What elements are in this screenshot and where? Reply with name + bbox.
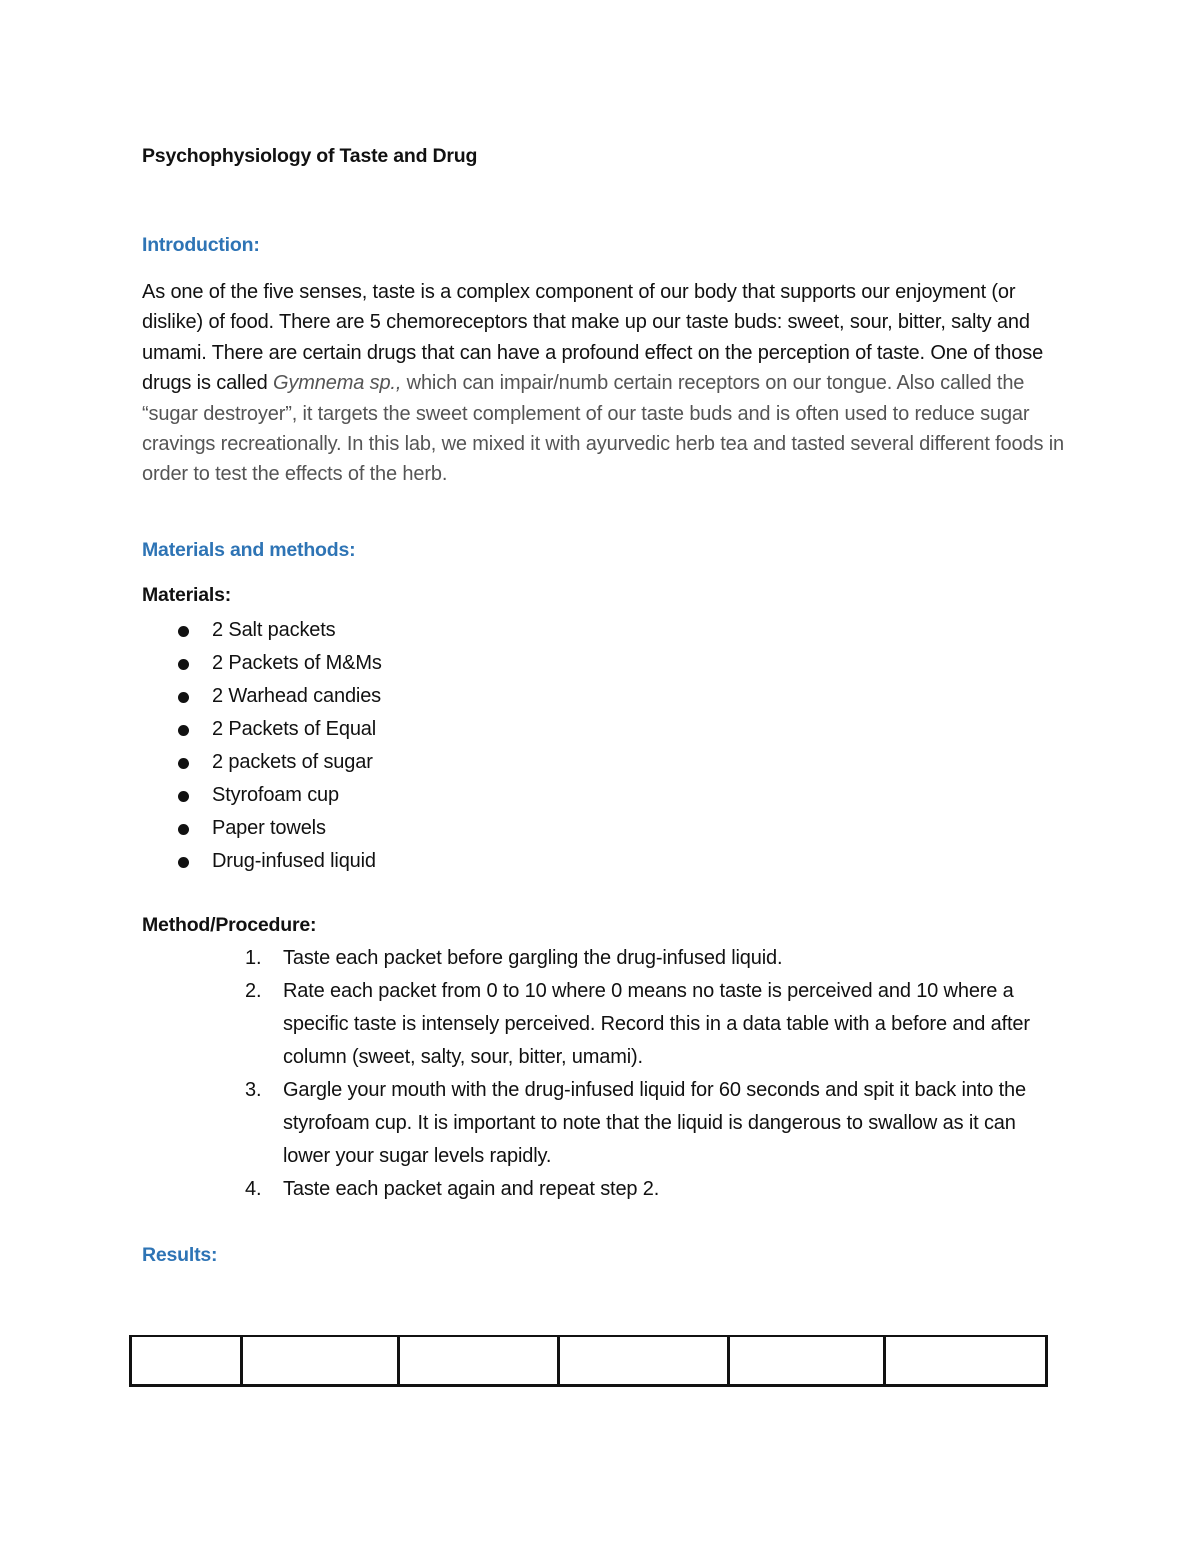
intro-text-part-1: As one of the five senses, taste is a complex component of our body that supports our enjoyment (or dislike) of food. There are 5 chemoreceptors that make up our taste buds: sweet, sour, bitter, salty and umami. There are certain drugs that can have a profound effect on the perception of taste. One of those drugs is called — [142, 281, 1044, 395]
list-item — [178, 647, 382, 680]
material-label: 2 Packets of M&Ms — [212, 652, 382, 674]
bullet-icon — [178, 791, 189, 802]
list-item — [245, 975, 1065, 1074]
step-text: Taste each packet before gargling the drug-infused liquid. — [283, 947, 783, 969]
step-text: Taste each packet again and repeat step 2. — [283, 1178, 660, 1200]
list-item — [178, 680, 382, 713]
list-item — [245, 1173, 1065, 1206]
introduction-paragraph — [142, 277, 1067, 490]
step-text: Rate each packet from 0 to 10 where 0 means no taste is perceived and 10 where a specific taste is intensely perceived. Record this in a data table with a before and after column (sweet, salty, sour, bitter, umami). — [283, 980, 1030, 1068]
table-row — [131, 1336, 1047, 1386]
procedure-label: Method/Procedure: — [142, 914, 317, 936]
table-cell — [729, 1336, 885, 1386]
bullet-icon — [178, 725, 189, 736]
material-label: 2 packets of sugar — [212, 751, 373, 773]
table-cell — [131, 1336, 242, 1386]
bullet-icon — [178, 626, 189, 637]
bullet-icon — [178, 758, 189, 769]
list-item — [178, 779, 382, 812]
bullet-icon — [178, 659, 189, 670]
results-table — [129, 1335, 1048, 1387]
material-label: 2 Salt packets — [212, 619, 336, 641]
step-number: 4. — [245, 1178, 262, 1200]
materials-methods-heading: Materials and methods: — [142, 539, 356, 561]
list-item — [178, 746, 382, 779]
document-title: Psychophysiology of Taste and Drug — [142, 145, 478, 167]
step-number: 2. — [245, 980, 262, 1002]
material-label: 2 Warhead candies — [212, 685, 382, 707]
step-number: 1. — [245, 947, 262, 969]
step-text: Gargle your mouth with the drug-infused liquid for 60 seconds and spit it back into the styrofoam cup. It is important to note that the liquid is dangerous to swallow as it can lower your sugar levels rapidly. — [283, 1079, 1026, 1167]
bullet-icon — [178, 692, 189, 703]
list-item — [178, 845, 382, 878]
introduction-heading: Introduction: — [142, 234, 260, 256]
procedure-steps — [245, 942, 1065, 1206]
intro-drug-name: Gymnema sp., — [273, 372, 402, 395]
table-cell — [242, 1336, 399, 1386]
list-item — [178, 614, 382, 647]
material-label: Paper towels — [212, 817, 326, 839]
intro-text-part-2: which can impair/numb certain receptors on our tongue. Also called the “sugar destroyer”, it targets the sweet complement of our taste buds and is often used to reduce sugar cravings recreationally. In this lab, we mixed it with ayurvedic herb tea and tasted several different foods in order to test the effects of the herb. — [142, 372, 1064, 486]
table-cell — [559, 1336, 729, 1386]
table-cell — [885, 1336, 1047, 1386]
materials-list — [178, 614, 382, 878]
step-number: 3. — [245, 1079, 262, 1101]
results-heading: Results: — [142, 1244, 218, 1266]
bullet-icon — [178, 824, 189, 835]
bullet-icon — [178, 857, 189, 868]
table-cell — [399, 1336, 559, 1386]
list-item — [178, 812, 382, 845]
list-item — [178, 713, 382, 746]
material-label: Drug-infused liquid — [212, 850, 376, 872]
material-label: Styrofoam cup — [212, 784, 339, 806]
list-item — [245, 1074, 1065, 1173]
materials-label: Materials: — [142, 584, 232, 606]
material-label: 2 Packets of Equal — [212, 718, 377, 740]
list-item — [245, 942, 1065, 975]
